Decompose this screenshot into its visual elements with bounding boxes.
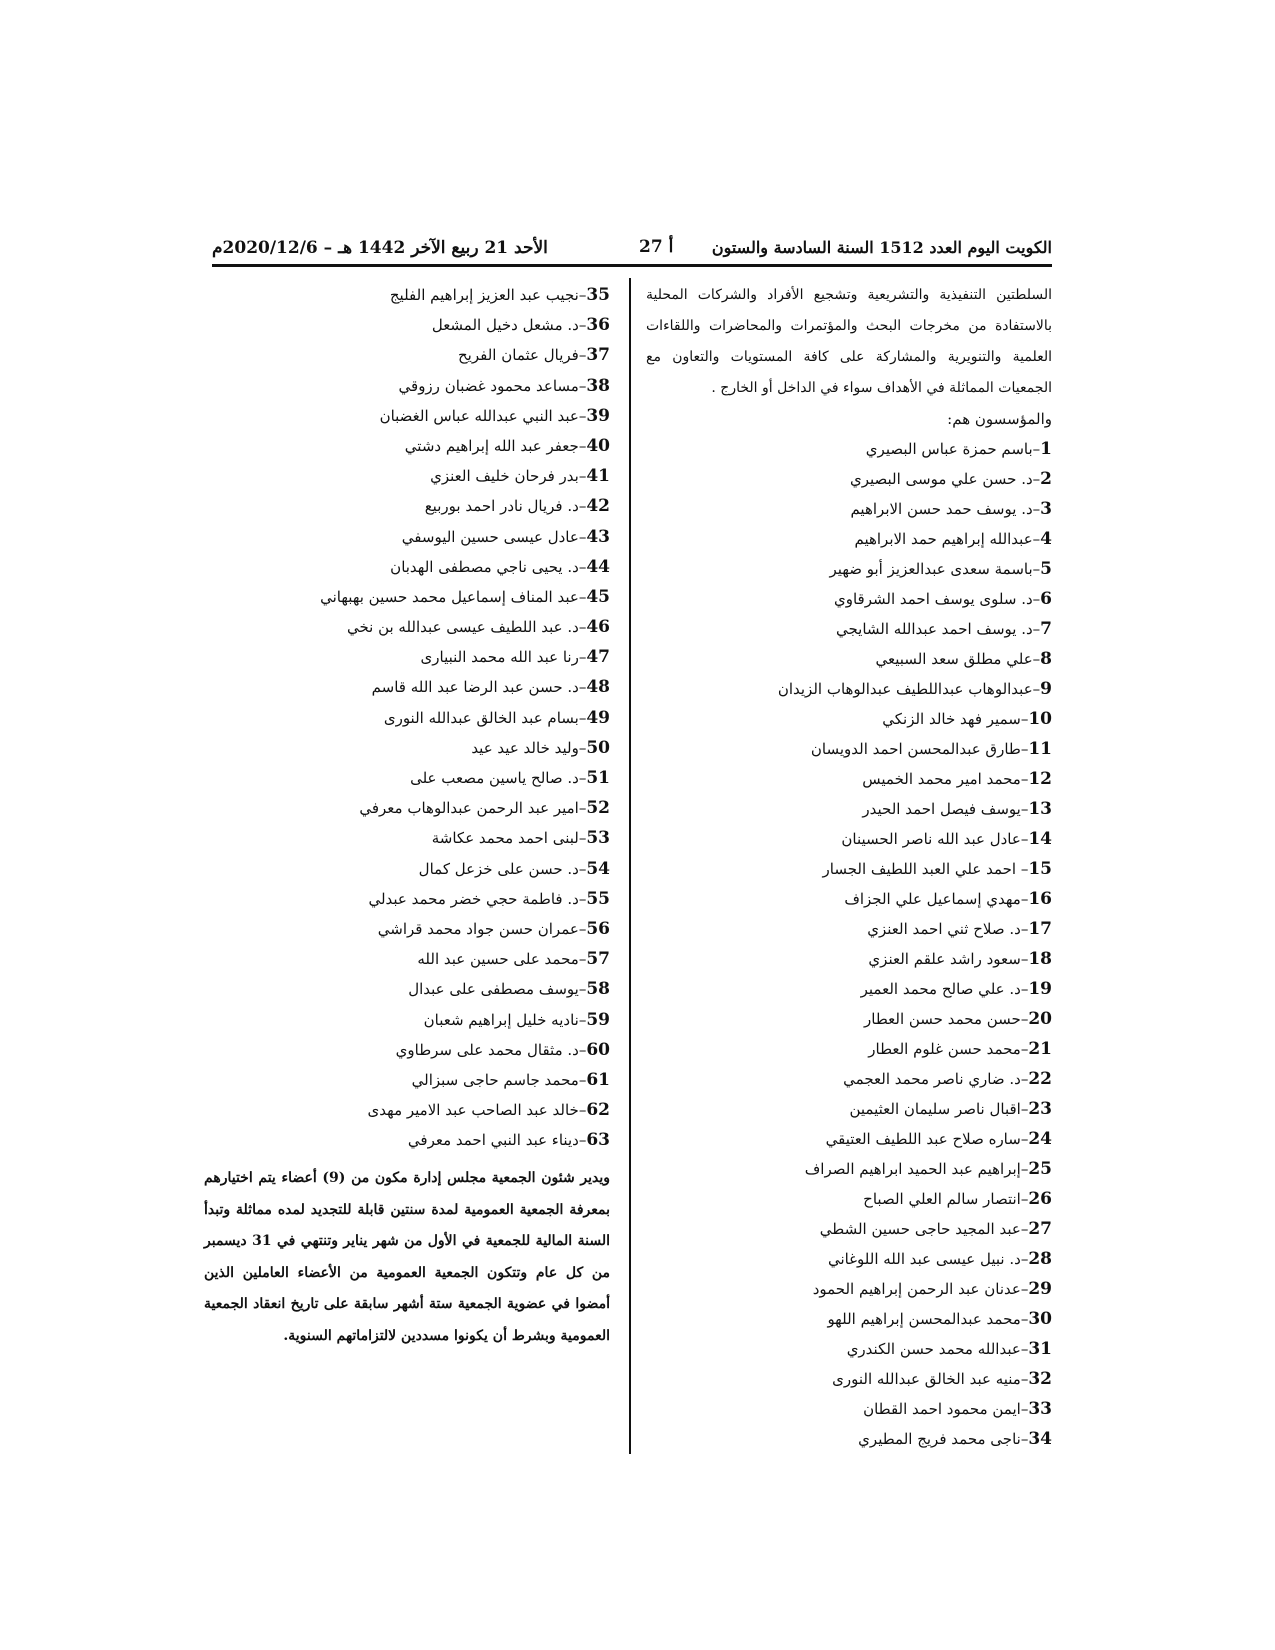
founder-item [646,914,1052,944]
founder-number: 8 [1040,649,1052,669]
column-divider [629,278,631,1454]
founder-item [646,734,1052,764]
founder-name: –ايمن محمود احمد القطان [863,1400,1029,1418]
founder-item [646,464,1052,494]
founder-name: –د. حسن على خزعل كمال [418,859,587,878]
founder-number: 24 [1028,1129,1052,1149]
founder-name: –سمير فهد خالد الزنكي [882,710,1029,728]
founder-item [646,1424,1052,1454]
founder-name: –محمد حسن غلوم العطار [868,1040,1029,1058]
founder-name: –منيه عبد الخالق عبدالله النورى [832,1370,1029,1388]
founder-name: –مساعد محمود غضبان رزوقي [398,376,587,395]
founder-name: –بسام عبد الخالق عبدالله النورى [383,708,587,727]
founder-item [646,1124,1052,1154]
founder-number: 20 [1028,1009,1052,1029]
founder-number: 11 [1028,739,1052,759]
founder-name: –باسم حمزة عباس البصيري [865,440,1041,458]
founder-number: 29 [1028,1279,1052,1299]
founder-number: 7 [1040,619,1052,639]
founder-number: 45 [586,586,610,607]
founder-number: 23 [1028,1099,1052,1119]
founder-name: –عبدالله محمد حسن الكندري [846,1340,1029,1358]
founder-number: 57 [586,949,610,970]
founder-name: –بدر فرحان خليف العنزي [430,467,587,486]
founder-name: –انتصار سالم العلي الصباح [863,1190,1029,1208]
founder-item [646,524,1052,554]
founder-item [646,854,1052,884]
founder-item [646,1154,1052,1184]
founder-name: –د. يحيى ناجي مصطفى الهدبان [390,557,587,576]
founder-name: –د. صالح ياسين مصعب على [410,769,587,787]
founder-number: 3 [1040,499,1052,519]
founder-item [204,401,610,431]
founders-title: والمؤسسون هم: [947,410,1052,428]
founder-number: 55 [586,888,610,909]
founder-item [204,944,610,974]
founder-number: 42 [586,496,610,517]
founder-item [204,522,610,552]
founder-name: –عمران حسن جواد محمد قراشي [377,919,587,938]
founder-number: 26 [1028,1189,1052,1209]
founder-name: –د. حسن علي موسى البصيري [849,470,1041,488]
founder-number: 35 [586,285,610,305]
founder-name: –ناجى محمد فريج المطيري [858,1430,1029,1448]
founder-number: 46 [586,617,610,638]
founder-item [646,554,1052,584]
founder-item [204,974,610,1004]
founder-number: 48 [586,677,610,698]
founder-name: –اقبال ناصر سليمان العثيمين [849,1100,1029,1118]
founder-number: 6 [1040,589,1052,609]
founder-name: –ناديه خليل إبراهيم شعبان [423,1010,587,1029]
founder-number: 16 [1028,889,1052,909]
founder-name: –جعفر عبد الله إبراهيم دشتي [404,436,587,455]
founder-name: –امير عبد الرحمن عبدالوهاب معرفي [359,799,587,818]
founder-name: –عادل عيسى حسين اليوسفي [401,527,587,546]
founder-name: –د. مشعل دخيل المشعل [431,316,587,335]
founder-name: –عبد المجيد حاجى حسين الشطي [819,1220,1029,1238]
founder-name: –محمد جاسم حاجى سبزالي [411,1070,587,1089]
founder-number: 54 [586,858,610,879]
founder-item [646,674,1052,704]
founder-item [646,884,1052,914]
founder-item [204,703,610,733]
founders-list-right [646,434,1052,1454]
founder-number: 34 [1028,1429,1052,1449]
founder-number: 27 [1028,1219,1052,1239]
founder-item [646,1394,1052,1424]
founder-item [204,340,610,370]
founder-item [646,1064,1052,1094]
founder-number: 61 [586,1069,610,1090]
founder-item [646,1334,1052,1364]
founder-name: –د. ضاري ناصر محمد العجمي [843,1070,1029,1088]
founder-number: 50 [586,737,610,758]
founder-item [204,763,610,793]
founder-item [646,824,1052,854]
founder-item [646,1214,1052,1244]
founder-name: –يوسف مصطفى على عبدال [408,980,587,999]
founder-name: –عبدالله إبراهيم حمد الابراهيم [854,530,1041,548]
founder-item [204,642,610,672]
founder-item [204,371,610,401]
founder-number: 44 [586,556,610,577]
founder-name: –خالد عبد الصاحب عبد الامير مهدى [367,1101,587,1120]
founder-number: 33 [1028,1399,1052,1419]
founder-number: 38 [586,375,610,396]
founder-item [204,1005,610,1035]
founder-number: 12 [1028,769,1052,789]
founder-item [204,1095,610,1125]
founder-number: 14 [1028,829,1052,849]
founder-number: 41 [586,466,610,487]
founder-item [646,644,1052,674]
founder-item [204,461,610,491]
founder-item [646,1094,1052,1124]
founder-number: 21 [1028,1039,1052,1059]
founder-number: 15 [1028,859,1052,879]
founder-name: –علي مطلق سعد السبيعي [875,650,1041,668]
founder-item [204,491,610,521]
founder-item [204,1065,610,1095]
founder-name: –د. سلوى يوسف احمد الشرقاوي [833,590,1041,608]
page-number: أ 27 [639,237,674,257]
founder-name: –ديناء عبد النبي احمد معرفي [407,1131,587,1150]
founder-number: 30 [1028,1309,1052,1329]
founder-name: –د. صلاح ثني احمد العنزي [867,920,1029,938]
founder-name: –ساره صلاح عبد اللطيف العتيقي [825,1130,1029,1148]
founder-item [646,1184,1052,1214]
founder-name: –يوسف فيصل احمد الحيدر [862,800,1029,818]
left-column [204,280,610,1352]
founder-item [646,764,1052,794]
founder-name: –إبراهيم عبد الحميد ابراهيم الصراف [804,1160,1029,1178]
founder-number: 31 [1028,1339,1052,1359]
founder-item [204,854,610,884]
founder-number: 43 [586,526,610,547]
founder-name: –سعود راشد علقم العنزي [868,950,1029,968]
founder-number: 60 [586,1039,610,1060]
founder-item [204,793,610,823]
founder-number: 1 [1040,439,1052,459]
founder-name: –د. فريال نادر احمد بوربيع [424,497,587,516]
founder-name: –لبنى احمد محمد عكاشة [431,829,587,848]
founder-item [646,584,1052,614]
founder-name: –عبدالوهاب عبداللطيف عبدالوهاب الزيدان [777,680,1041,698]
founder-item [646,614,1052,644]
founder-number: 47 [586,647,610,668]
founder-item [204,1125,610,1155]
founder-number: 2 [1040,469,1052,489]
founder-item [646,1034,1052,1064]
founder-name: –د. نبيل عيسى عبد الله اللوغاني [827,1250,1029,1268]
founder-name: –محمد عبدالمحسن إبراهيم اللهو [827,1310,1029,1328]
founder-item [204,672,610,702]
founder-name: –رنا عبد الله محمد النبيارى [420,648,587,667]
founder-item [646,1244,1052,1274]
founder-name: –د. علي صالح محمد العمير [860,980,1029,998]
founder-number: 62 [586,1100,610,1121]
founder-name: –باسمة سعدى عبدالعزيز أبو ضهير [829,560,1041,578]
founder-item [204,431,610,461]
founder-name: –نجيب عبد العزيز إبراهيم الفليج [389,286,587,304]
founder-name: –عبد المناف إسماعيل محمد حسين بهبهاني [320,587,587,606]
founder-number: 25 [1028,1159,1052,1179]
founder-number: 51 [586,768,610,788]
founders-list-left [204,280,610,1155]
founder-item [204,280,610,310]
founder-item [204,823,610,853]
founder-number: 37 [586,345,610,366]
founder-item [646,1004,1052,1034]
founder-name: –فريال عثمان الفريح [458,346,587,365]
right-column [646,280,1052,1454]
founder-number: 18 [1028,949,1052,969]
founder-number: 22 [1028,1069,1052,1089]
founder-number: 52 [586,798,610,819]
founder-name: –د. يوسف احمد عبدالله الشايجي [835,620,1041,638]
founder-number: 13 [1028,799,1052,819]
founder-name: – احمد علي العبد اللطيف الجسار [822,860,1029,878]
founder-item [204,552,610,582]
founder-number: 17 [1028,919,1052,939]
founder-name: –د. حسن عبد الرضا عبد الله قاسم [371,678,587,697]
founder-item [646,704,1052,734]
header-rule [212,264,1052,267]
founder-number: 32 [1028,1369,1052,1389]
founder-number: 53 [586,828,610,849]
founder-name: –طارق عبدالمحسن احمد الدويسان [810,740,1029,758]
founder-number: 40 [586,435,610,456]
founder-item [204,733,610,763]
founder-number: 39 [586,405,610,426]
founder-number: 56 [586,918,610,939]
founder-number: 49 [586,707,610,728]
founder-item [204,884,610,914]
founder-name: –مهدي إسماعيل علي الجزاف [844,890,1029,908]
founder-item [646,974,1052,1004]
founder-number: 9 [1040,679,1052,699]
founder-name: –حسن محمد حسن العطار [864,1010,1029,1028]
publication-title: الكويت اليوم العدد 1512 السنة السادسة والستون [711,238,1052,257]
founder-number: 28 [1028,1249,1052,1269]
page-header [212,232,1052,262]
founder-name: –وليد خالد عيد عيد [471,738,587,757]
founder-name: –د. فاطمة حجي خضر محمد عبدلي [368,889,587,908]
founder-item [646,1304,1052,1334]
founder-number: 4 [1040,529,1052,549]
founder-number: 59 [586,1009,610,1030]
founder-item [204,310,610,340]
closing-paragraph: ويدير شئون الجمعية مجلس إدارة مكون من (9) أعضاء يتم اختيارهم بمعرفة الجمعية العمومية لمدة سنتين قابلة للتجديد لمده مماثلة وتبدأ السنة المالية للجمعية في الأول من شهر يناير وتنتهي في 31 ديسمبر من كل عام وتتكون الجمعية العمومية من الأعضاء العاملين الذين أمضوا في عضوية الجمعية ستة أشهر سابقة على تاريخ انعقاد الجمعية العمومية وبشرط أن يكونوا مسددين لالتزاماتهم السنوية. [204,1170,610,1344]
founder-name: –محمد على حسين عبد الله [417,950,587,969]
founder-number: 5 [1040,559,1052,579]
founder-number: 10 [1028,709,1052,729]
intro-paragraph: السلطتين التنفيذية والتشريعية وتشجيع الأفراد والشركات المحلية بالاستفادة من مخرجات البحث والمؤتمرات والمحاضرات واللقاءات العلمية والتنويرية والمشاركة على كافة المستويات والتعاون مع الجمعيات المماثلة في الأهداف سواء في الداخل أو الخارج . [646,287,1052,396]
founder-item [204,612,610,642]
founder-item [204,914,610,944]
founder-item [646,794,1052,824]
founder-name: –عدنان عبد الرحمن إبراهيم الحمود [812,1280,1029,1298]
founder-item [646,1364,1052,1394]
founder-item [646,494,1052,524]
founder-number: 19 [1028,979,1052,999]
founder-item [646,944,1052,974]
founder-number: 58 [586,979,610,1000]
founder-name: –عبد النبي عبدالله عباس الغضبان [379,406,587,425]
founder-item [204,582,610,612]
founder-number: 63 [586,1130,610,1151]
founder-name: –عادل عبد الله ناصر الحسينان [841,830,1029,848]
founder-item [204,1035,610,1065]
founder-name: –د. عبد اللطيف عيسى عبدالله بن نخي [346,618,587,637]
issue-date: الأحد 21 ربيع الآخر 1442 هـ – 2020/12/6م [212,238,548,258]
founder-name: –د. يوسف حمد حسن الابراهيم [850,500,1041,518]
founder-item [646,434,1052,464]
founder-name: –محمد امير محمد الخميس [862,770,1029,788]
founder-item [646,1274,1052,1304]
founder-name: –د. مثقال محمد على سرطاوي [395,1040,587,1059]
founder-number: 36 [586,315,610,336]
